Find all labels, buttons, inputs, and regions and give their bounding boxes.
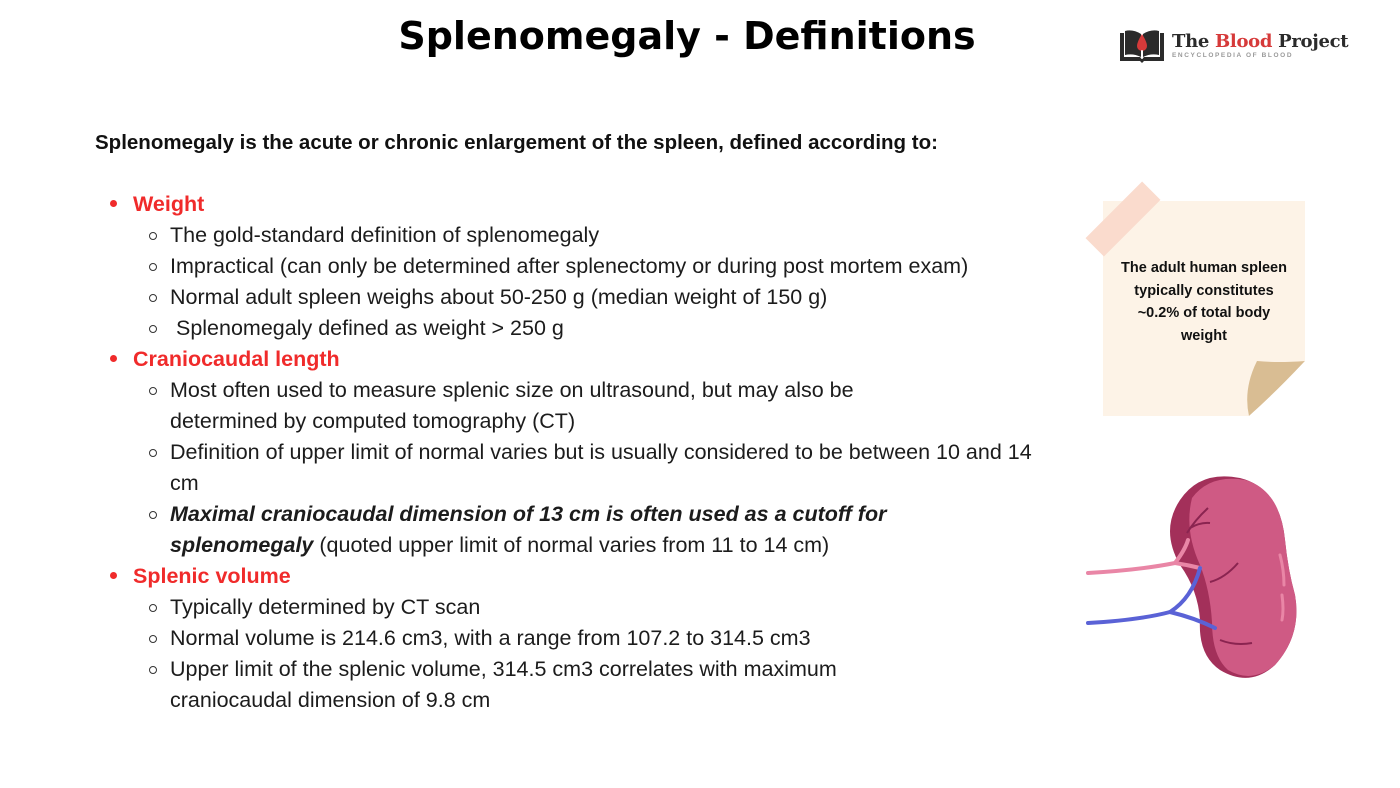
section-splenic-volume: Splenic volume (110, 561, 1060, 592)
list-item: Impractical (can only be determined after splenectomy or during post mortem exam) (149, 251, 1060, 282)
list-item: Upper limit of the splenic volume, 314.5 cm3 correlates with maximum craniocaudal dimension of 9.8 cm (149, 654, 1060, 716)
open-book-blood-drop-icon (1118, 28, 1166, 64)
circle-bullet-icon (149, 635, 157, 643)
list-item: Typically determined by CT scan (149, 592, 1060, 623)
spleen-illustration (1080, 460, 1320, 690)
logo-wordmark: The Blood Project (1172, 31, 1349, 52)
bullet-icon (110, 355, 117, 362)
list-item: Normal volume is 214.6 cm3, with a range from 107.2 to 314.5 cm3 (149, 623, 1060, 654)
circle-bullet-icon (149, 325, 157, 333)
sticky-note-text: The adult human spleen typically constitutes ~0.2% of total body weight (1121, 260, 1287, 344)
circle-bullet-icon (149, 387, 157, 395)
circle-bullet-icon (149, 511, 157, 519)
page-title: Splenomegaly - Definitions (398, 14, 976, 58)
emphasis-text: Maximal craniocaudal dimension of 13 cm is often used as a cutoff for splenomegaly (170, 502, 887, 557)
bullet-icon (110, 200, 117, 207)
definitions-list (110, 189, 1060, 716)
circle-bullet-icon (149, 604, 157, 612)
list-item: Definition of upper limit of normal varies but is usually considered to be between 10 and 14 cm (149, 437, 1060, 499)
circle-bullet-icon (149, 449, 157, 457)
list-item: Splenomegaly defined as weight > 250 g (149, 313, 1060, 344)
page-curl-icon (1237, 361, 1305, 416)
list-item: Most often used to measure splenic size on ultrasound, but may also be determined by computed tomography (CT) (149, 375, 1060, 437)
bullet-icon (110, 572, 117, 579)
intro-sentence: Splenomegaly is the acute or chronic enlargement of the spleen, defined according to: (95, 131, 938, 154)
list-item: The gold-standard definition of splenomegaly (149, 220, 1060, 251)
circle-bullet-icon (149, 232, 157, 240)
circle-bullet-icon (149, 263, 157, 271)
section-weight: Weight (110, 189, 1060, 220)
logo-tagline: ENCYCLOPEDIA OF BLOOD (1172, 52, 1294, 59)
list-item: Maximal craniocaudal dimension of 13 cm is often used as a cutoff for splenomegaly (quoted upper limit of normal varies from 11 to 14 cm) (149, 499, 1060, 561)
circle-bullet-icon (149, 294, 157, 302)
sticky-note (1103, 201, 1305, 416)
blood-project-logo (1118, 28, 1348, 64)
list-item: Normal adult spleen weighs about 50-250 g (median weight of 150 g) (149, 282, 1060, 313)
circle-bullet-icon (149, 666, 157, 674)
section-craniocaudal-length: Craniocaudal length (110, 344, 1060, 375)
